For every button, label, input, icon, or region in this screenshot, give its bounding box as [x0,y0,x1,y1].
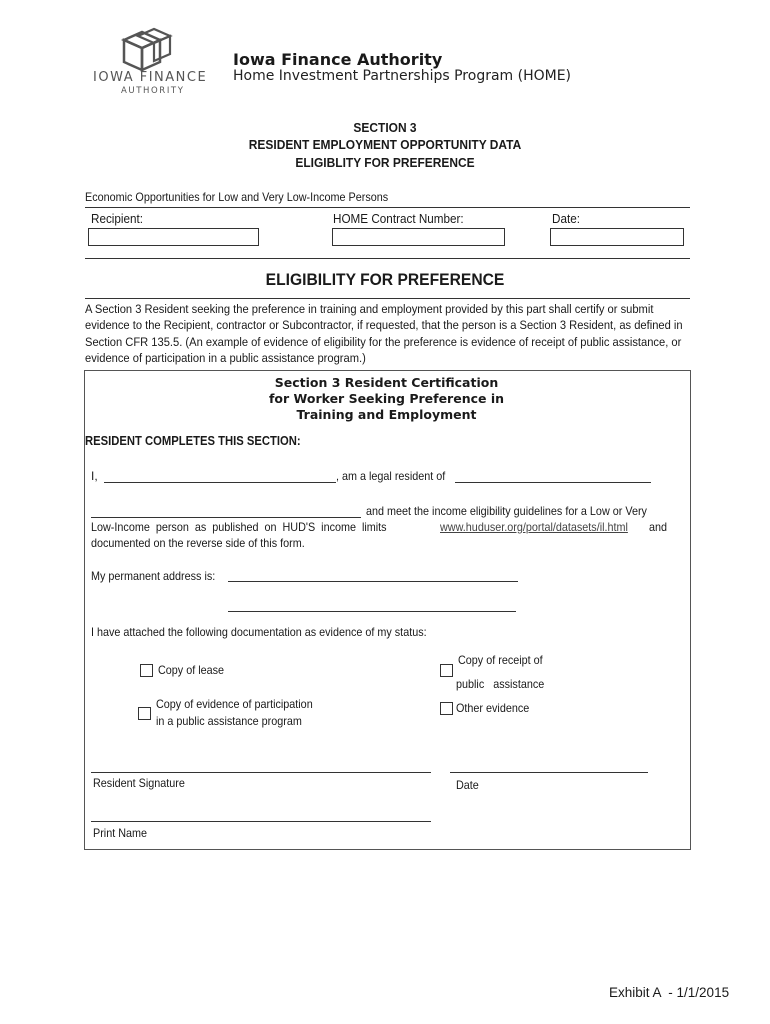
participation-checkbox[interactable] [138,707,151,720]
signature-date-label: Date [456,778,479,792]
address-field-line1[interactable] [228,567,518,582]
address-field-line2[interactable] [228,597,516,612]
income-line2-b: and [649,520,668,534]
contract-number-label: HOME Contract Number: [333,211,464,226]
copy-of-lease-checkbox[interactable] [140,664,153,677]
receipt-checkbox[interactable] [440,664,453,677]
participation-label-1: Copy of evidence of participation [156,697,313,711]
iowa-finance-logo-icon [118,26,178,76]
signature-label: Resident Signature [93,776,185,790]
income-line2-a: Low-Income person as published on HUD'S income limits [91,520,387,534]
resident-location-field[interactable] [91,503,361,518]
eligibility-rule [85,298,690,299]
certification-title-line1: Section 3 Resident Certification [274,375,499,390]
eligibility-paragraph: A Section 3 Resident seeking the preference in training and employment provided by this part shall certify or submit evidence to the Recipient, contractor or Subcontractor, if requested, that the person is a Section 3 Resident, as defined in Section CFR 135.5. (An example of evidence of eligibility for the preference is evidence of receipt of public assistance, or evidence of participation in a public assistance program.) [85,302,683,365]
form-top-rule [85,207,690,208]
contract-number-field[interactable] [332,228,505,246]
copy-of-lease-label: Copy of lease [158,663,225,677]
program-name: Home Investment Partnerships Program (HOME) [233,68,572,84]
recipient-label: Recipient: [91,211,144,226]
logo-text-line1: IOWA FINANCE [93,70,208,85]
address-label: My permanent address is: [91,569,216,583]
print-name-field[interactable] [91,807,431,822]
income-line3: documented on the reverse side of this form. [91,536,305,550]
other-evidence-checkbox[interactable] [440,702,453,715]
certification-title [84,375,689,423]
huduser-link[interactable]: www.huduser.org/portal/datasets/il.html [440,520,628,534]
resident-name-field[interactable] [104,468,336,483]
certification-title-line3: Training and Employment [296,407,477,422]
income-text: and meet the income eligibility guidelines for a Low or Very [366,504,647,518]
date-field-top[interactable] [550,228,684,246]
certification-title-line2: for Worker Seeking Preference in [268,391,505,406]
attached-text: I have attached the following documentation as evidence of my status: [91,625,427,639]
recipient-field[interactable] [88,228,259,246]
form-caption: Economic Opportunities for Low and Very Low-Income Persons [85,190,389,204]
logo [118,26,178,76]
participation-label-2: in a public assistance program [156,714,302,728]
receipt-label-1: Copy of receipt of [458,653,543,667]
org-name: Iowa Finance Authority [233,50,443,69]
form-bottom-rule [85,258,690,259]
legal-resident-text: , am a legal resident of [336,469,446,483]
signature-field[interactable] [91,758,431,773]
exhibit-footer: Exhibit A - 1/1/2015 [609,985,730,1000]
section-number: SECTION 3 [353,120,417,135]
eligibility-title: ELIGIBILITY FOR PREFERENCE [265,270,505,289]
resident-completes-heading: RESIDENT COMPLETES THIS SECTION: [85,434,301,448]
receipt-label-2: public assistance [456,677,545,691]
print-name-label: Print Name [93,826,148,840]
logo-text-line2: AUTHORITY [121,86,185,96]
resident-of-field[interactable] [455,468,651,483]
i-prefix: I, [91,469,98,483]
date-label-top: Date: [552,211,580,226]
section-eligibility-heading: ELIGIBLITY FOR PREFERENCE [295,155,475,170]
signature-date-field[interactable] [450,758,648,773]
other-evidence-label: Other evidence [456,701,530,715]
section-subtitle: RESIDENT EMPLOYMENT OPPORTUNITY DATA [248,137,522,152]
